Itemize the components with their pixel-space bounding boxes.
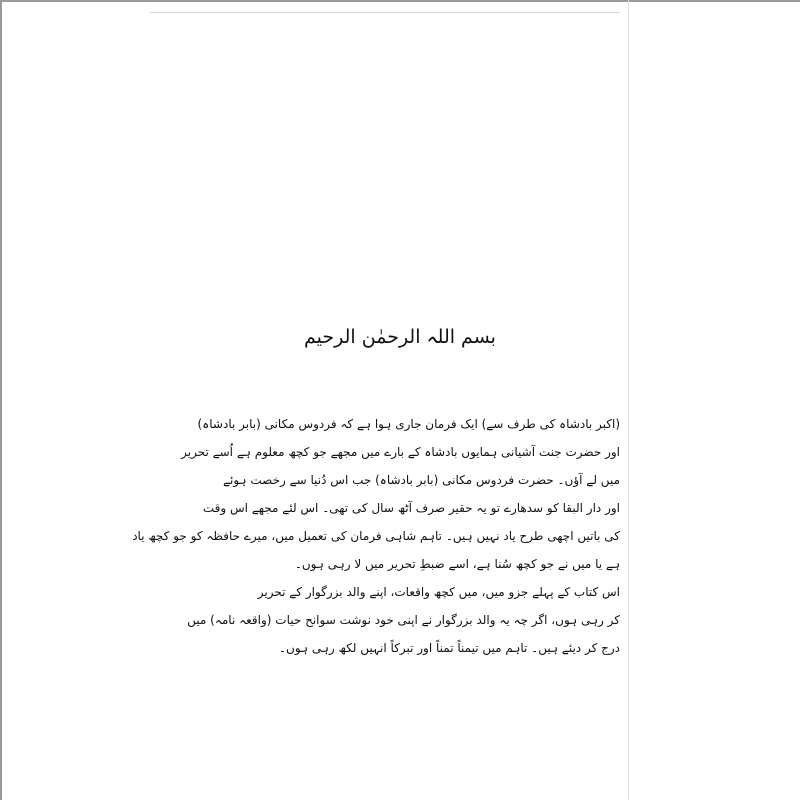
paragraph-1-line-6: ہے یا میں نے جو کچھ سُنا ہے، اسے ضبطِ تحریر میں لا رہی ہوں۔ [294,557,620,571]
paragraph-1-line-4: اور دار البقا کو سدھارے تو یہ حقیر صرف آٹھ سال کی تھی۔ اس لئے مجھے اس وقت [202,501,620,515]
page-edge-right [628,0,629,800]
paragraph-1-line-3: میں لے آؤں۔ حضرت فردوس مکانی (بابر بادشاہ) جب اس دُنیا سے رخصت ہوئے [222,473,620,487]
paragraph-1-line-5: کی باتیں اچھی طرح یاد نہیں ہیں۔ تاہم شاہی فرمان کی تعمیل میں، میرے حافظہ کو جو کچھ یاد [132,529,620,543]
paragraph-2-line-2: کر رہی ہوں، اگر چہ یہ والد بزرگوار نے اپنی خود نوشت سوانح حیات (واقعہ نامہ) میں [187,613,620,627]
paragraph-1-line-2: اور حضرت جنت آشیانی ہمایوں بادشاہ کے بارے میں مجھے جو کچھ معلوم ہے اُسے تحریر [181,445,620,459]
paragraph-2-line-3: درج کر دیئے ہیں۔ تاہم میں تیمناً تمناً اور تبرکاً انہیں لکھ رہی ہوں۔ [279,641,620,655]
scan-border-left [0,0,2,800]
paragraph-2-line-1: اس کتاب کے پہلے جزو میں، میں کچھ واقعات، اپنے والد بزرگوار کے تحریر [257,585,620,599]
urdu-text-body [132,410,620,662]
bismillah-heading: بسم اللہ الرحمٰن الرحیم [304,326,496,348]
book-page [132,12,628,800]
paragraph-1-line-1: (اکبر بادشاہ کی طرف سے) ایک فرمان جاری ہوا ہے کہ فردوس مکانی (بابر بادشاہ) [197,417,620,431]
